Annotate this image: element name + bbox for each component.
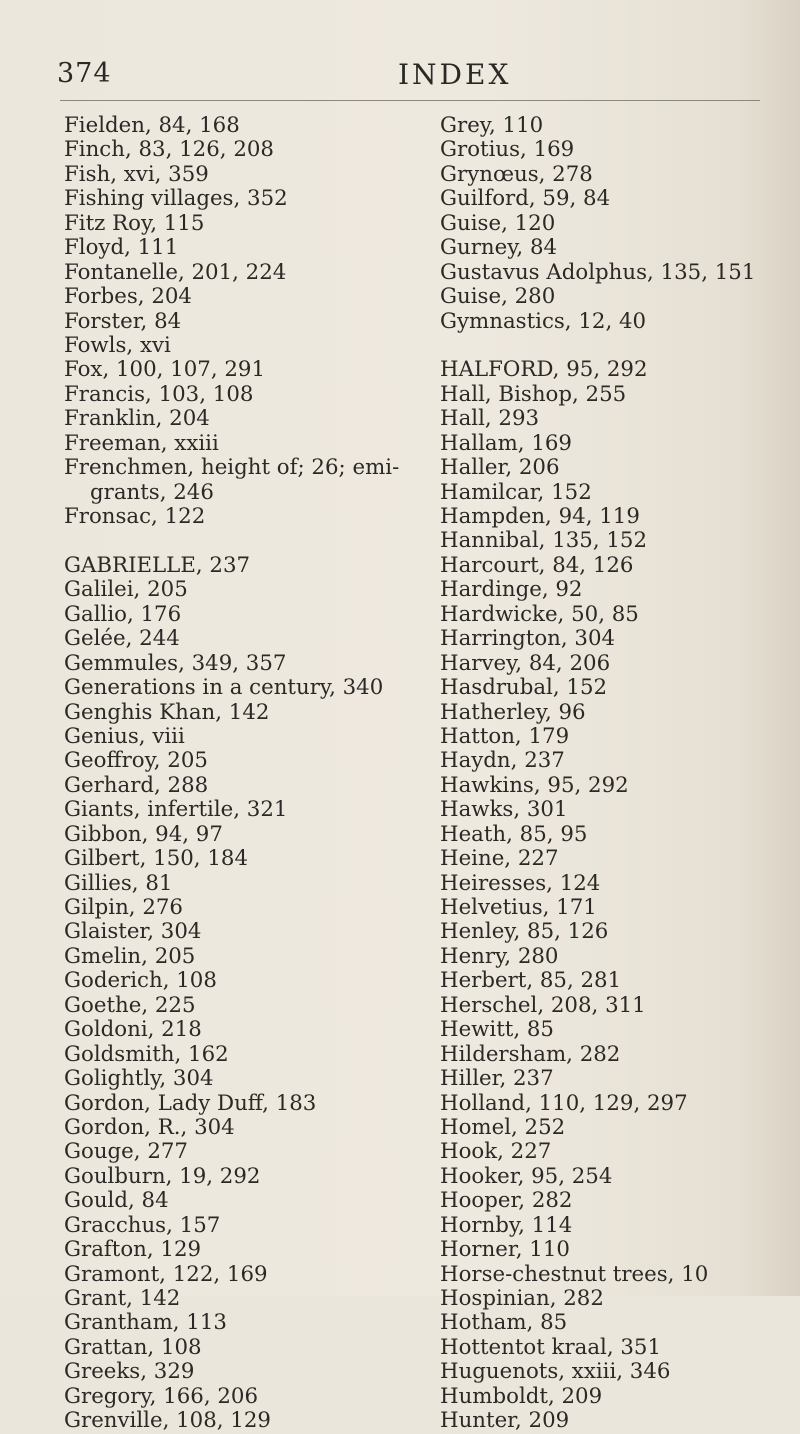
index-entry: Francis, 103, 108 <box>64 381 254 407</box>
header-rule <box>60 100 760 101</box>
index-entry: Gibbon, 94, 97 <box>64 821 223 847</box>
index-entry: Freeman, xxiii <box>64 430 219 456</box>
index-entry: Grynœus, 278 <box>440 161 593 187</box>
index-entry: Guilford, 59, 84 <box>440 186 611 212</box>
index-entry: Guise, 280 <box>440 284 556 310</box>
index-entry: Grantham, 113 <box>64 1310 227 1336</box>
index-entry: Haydn, 237 <box>440 748 565 774</box>
index-entry: Gurney, 84 <box>440 235 558 261</box>
index-entry: Heiresses, 124 <box>440 870 601 896</box>
index-entry: Grey, 110 <box>440 113 544 138</box>
index-entry: Fielden, 84, 168 <box>64 113 240 138</box>
index-entry: Fowls, xvi <box>64 332 171 358</box>
index-entry: Hardwicke, 50, 85 <box>440 601 639 627</box>
index-entry: Humboldt, 209 <box>440 1383 603 1409</box>
index-entry: Goldoni, 218 <box>64 1017 202 1043</box>
index-entry: Goderich, 108 <box>64 968 217 994</box>
index-entry: Hooker, 95, 254 <box>440 1163 613 1189</box>
index-entry: Gregory, 166, 206 <box>64 1383 259 1409</box>
index-entry: Hannibal, 135, 152 <box>440 528 648 554</box>
index-entry: Hotham, 85 <box>440 1310 568 1336</box>
index-entry: Giants, infertile, 321 <box>64 797 288 823</box>
index-entry: Harcourt, 84, 126 <box>440 552 634 578</box>
index-entry: Grenville, 108, 129 <box>64 1408 271 1434</box>
index-entry: Frenchmen, height of; 26; emi- <box>64 455 400 481</box>
index-entry: Gracchus, 157 <box>64 1212 221 1238</box>
index-entry: Hornby, 114 <box>440 1212 573 1238</box>
index-entry: Harrington, 304 <box>440 626 616 652</box>
index-entry: Grafton, 129 <box>64 1237 202 1263</box>
index-entry: Gouge, 277 <box>64 1139 188 1165</box>
index-column-left <box>64 114 404 1434</box>
index-column-right <box>440 114 770 1434</box>
running-head: INDEX <box>398 58 512 91</box>
index-entry: Guise, 120 <box>440 210 556 236</box>
index-entry: Geoffroy, 205 <box>64 748 208 774</box>
index-entry: Hall, 293 <box>440 406 540 432</box>
index-entry: Gramont, 122, 169 <box>64 1261 268 1287</box>
index-entry: Henley, 85, 126 <box>440 919 609 945</box>
index-entry: Generations in a century, 340 <box>64 675 384 701</box>
index-entry: Helvetius, 171 <box>440 895 597 920</box>
index-entry: Hasdrubal, 152 <box>440 675 608 701</box>
index-entry: Horse-chestnut trees, 10 <box>440 1261 709 1287</box>
index-entry: Heine, 227 <box>440 846 559 872</box>
index-entry: Horner, 110 <box>440 1237 570 1263</box>
index-entry: Gerhard, 288 <box>64 772 209 798</box>
index-entry: Herbert, 85, 281 <box>440 968 622 994</box>
continuation-text: grants, 246 <box>90 479 214 505</box>
index-entry: Finch, 83, 126, 208 <box>64 137 274 163</box>
index-entry: Gemmules, 349, 357 <box>64 650 287 676</box>
index-entry: Hunter, 209 <box>440 1408 570 1434</box>
index-entry: Hildersham, 282 <box>440 1041 621 1067</box>
index-entry: Hawks, 301 <box>440 797 568 823</box>
index-entry: Gillies, 81 <box>64 870 173 896</box>
index-entry: Forbes, 204 <box>64 284 192 310</box>
index-entry: Franklin, 204 <box>64 406 210 432</box>
index-entry: Homel, 252 <box>440 1114 566 1140</box>
index-entry: Henry, 280 <box>440 943 559 969</box>
index-entry: Fontanelle, 201, 224 <box>64 259 287 285</box>
index-entry: Gilpin, 276 <box>64 895 183 920</box>
index-entry: Huguenots, xxiii, 346 <box>440 1359 671 1385</box>
index-entry: Genghis Khan, 142 <box>64 699 270 725</box>
index-entry: Grant, 142 <box>64 1286 181 1311</box>
index-entry: Gustavus Adolphus, 135, 151 <box>440 259 756 285</box>
index-entry-continuation <box>64 481 404 505</box>
index-entry: Hampden, 94, 119 <box>440 504 640 529</box>
index-entry: Haller, 206 <box>440 455 560 481</box>
index-entry: Grattan, 108 <box>64 1334 202 1360</box>
index-entry: Hiller, 237 <box>440 1066 554 1092</box>
page-number: 374 <box>57 58 112 89</box>
page-header <box>0 58 800 98</box>
index-entry: Hooper, 282 <box>440 1188 573 1214</box>
index-entry: Fronsac, 122 <box>64 504 206 529</box>
index-entry: Floyd, 111 <box>64 235 179 261</box>
index-entry: Forster, 84 <box>64 308 182 334</box>
index-entry: Gordon, Lady Duff, 183 <box>64 1090 317 1116</box>
index-entry: Goethe, 225 <box>64 992 196 1018</box>
index-entry: Gymnastics, 12, 40 <box>440 308 647 334</box>
index-entry: Herschel, 208, 311 <box>440 992 646 1018</box>
index-entry: Harvey, 84, 206 <box>440 650 611 676</box>
index-entry: Hewitt, 85 <box>440 1017 554 1043</box>
index-entry: Hottentot kraal, 351 <box>440 1334 662 1360</box>
index-entry: HALFORD, 95, 292 <box>440 357 648 383</box>
index-entry: GABRIELLE, 237 <box>64 552 251 578</box>
index-entry: Genius, viii <box>64 723 185 749</box>
index-entry: Gould, 84 <box>64 1188 169 1214</box>
index-entry: Fox, 100, 107, 291 <box>64 357 266 383</box>
index-entry: Gmelin, 205 <box>64 943 196 969</box>
index-entry: Fish, xvi, 359 <box>64 161 209 187</box>
index-entry: Hawkins, 95, 292 <box>440 772 629 798</box>
index-entry: Hall, Bishop, 255 <box>440 381 627 407</box>
index-entry: Fishing villages, 352 <box>64 186 288 212</box>
index-entry: Gallio, 176 <box>64 601 182 627</box>
index-entry: Hallam, 169 <box>440 430 572 456</box>
index-entry: Gelée, 244 <box>64 626 180 652</box>
index-entry: Hook, 227 <box>440 1139 552 1165</box>
index-entry: Holland, 110, 129, 297 <box>440 1090 688 1116</box>
index-entry: Golightly, 304 <box>64 1066 214 1092</box>
index-entry: Greeks, 329 <box>64 1359 195 1385</box>
index-entry: Gilbert, 150, 184 <box>64 846 248 872</box>
index-entry: Hospinian, 282 <box>440 1286 604 1311</box>
index-entry: Goulburn, 19, 292 <box>64 1163 261 1189</box>
index-entry: Hatton, 179 <box>440 723 570 749</box>
index-entry: Gordon, R., 304 <box>64 1114 235 1140</box>
index-entry: Glaister, 304 <box>64 919 202 945</box>
index-entry: Hardinge, 92 <box>440 577 583 603</box>
index-entry: Hatherley, 96 <box>440 699 586 725</box>
index-entry: Galilei, 205 <box>64 577 188 603</box>
index-entry: Fitz Roy, 115 <box>64 210 205 236</box>
index-entry: Heath, 85, 95 <box>440 821 588 847</box>
index-entry: Goldsmith, 162 <box>64 1041 229 1067</box>
index-entry: Hamilcar, 152 <box>440 479 592 505</box>
index-entry: Grotius, 169 <box>440 137 575 163</box>
